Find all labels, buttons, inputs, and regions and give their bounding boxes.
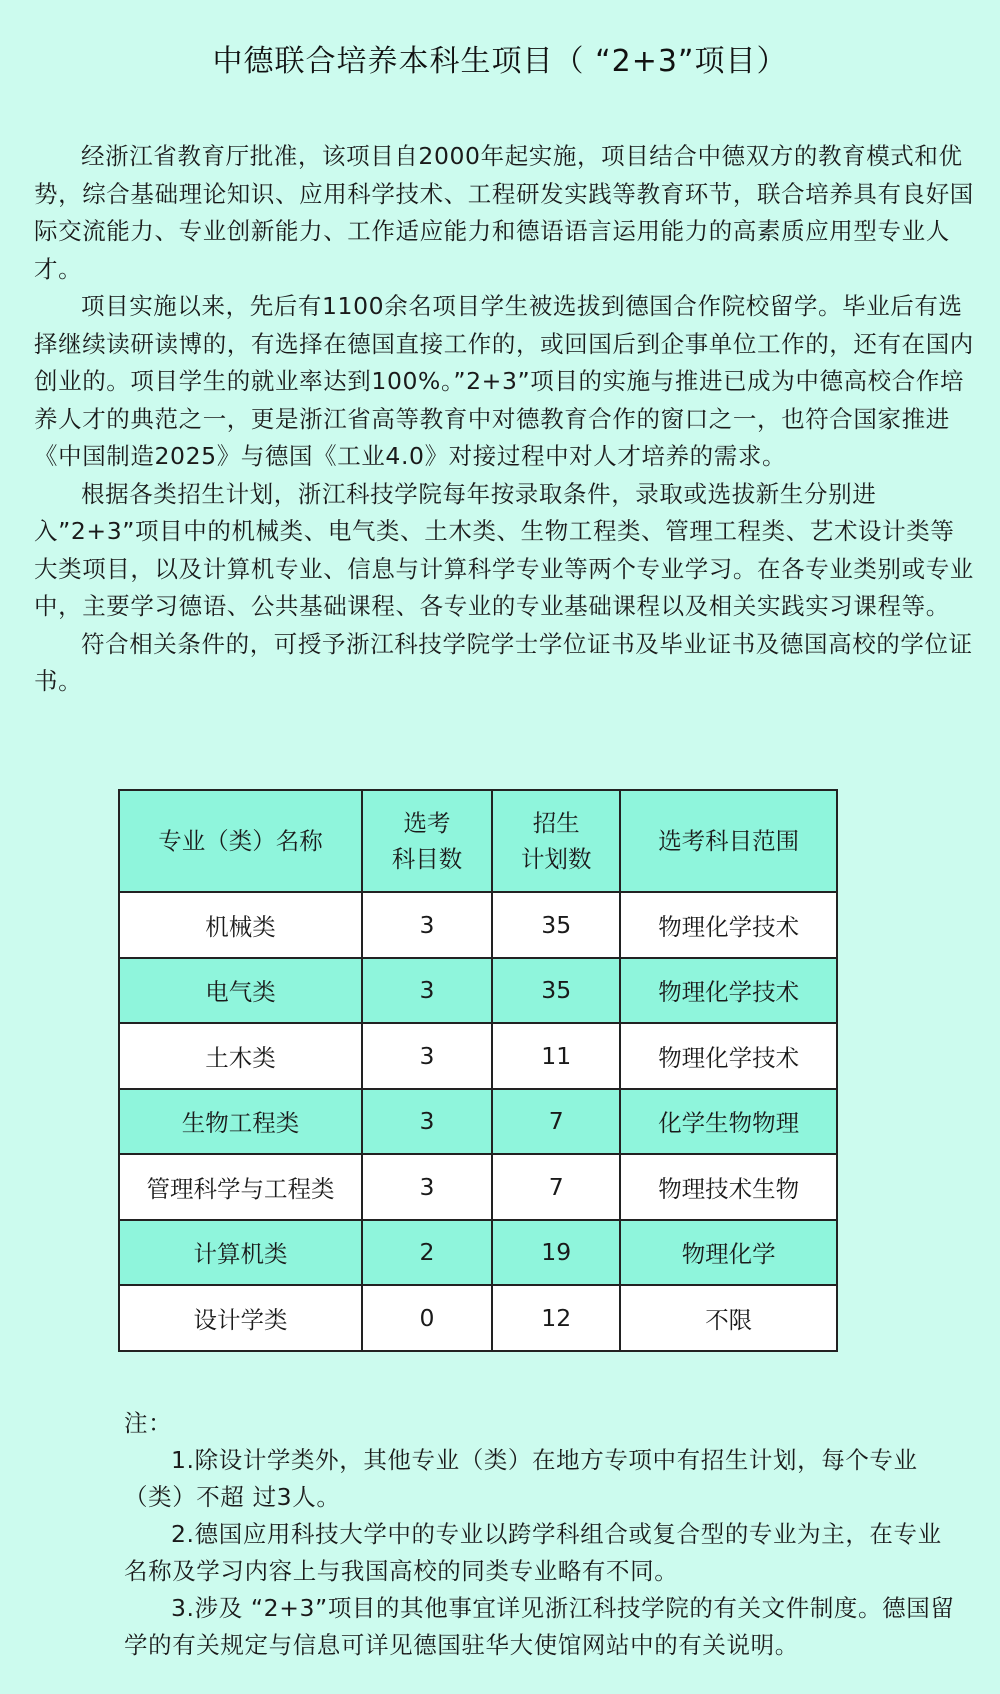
cell-subjects: 0 — [362, 1285, 492, 1351]
table-row — [119, 958, 837, 1024]
cell-plan: 35 — [492, 958, 620, 1024]
majors-table — [118, 789, 838, 1352]
cell-subjects: 2 — [362, 1220, 492, 1286]
cell-name: 电气类 — [119, 958, 362, 1024]
table-row — [119, 1220, 837, 1286]
paragraph: 根据各类招生计划，浙江科技学院每年按录取条件，录取或选拔新生分别进入”2+3”项目中的机械类、电气类、土木类、生物工程类、管理工程类、艺术设计类等大类项目，以及计算机专业、信息与计算科学专业等两个专业学习。在各专业类别或专业中，主要学习德语、公共基础课程、各专业的专业基础课程以及相关实践实习课程等。 — [34, 479, 974, 620]
paragraph: 项目实施以来，先后有1100余名项目学生被选拔到德国合作院校留学。毕业后有选择继续读研读博的，有选择在德国直接工作的，或回国后到企事单位工作的，还有在国内创业的。项目学生的就业率达到100%。”2+3”项目的实施与推进已成为中德高校合作培养人才的典范之一，更是浙江省高等教育中对德教育合作的窗口之一，也符合国家推进《中国制造2025》与德国《工业4.0》对接过程中对人才培养的需求。 — [34, 292, 974, 470]
cell-name: 机械类 — [119, 892, 362, 958]
intro-text — [34, 138, 974, 701]
cell-subjects: 3 — [362, 1089, 492, 1155]
cell-name: 设计学类 — [119, 1285, 362, 1351]
table-row — [119, 1285, 837, 1351]
page-title: 中德联合培养本科生项目（ “2+3”项目） — [212, 44, 788, 79]
cell-range: 物理化学 — [620, 1220, 837, 1286]
table-row — [119, 892, 837, 958]
cell-range: 物理化学技术 — [620, 958, 837, 1024]
cell-name: 生物工程类 — [119, 1089, 362, 1155]
notes-section — [124, 1405, 964, 1664]
cell-range: 物理技术生物 — [620, 1154, 837, 1220]
cell-plan: 7 — [492, 1154, 620, 1220]
table-row — [119, 1089, 837, 1155]
cell-name: 管理科学与工程类 — [119, 1154, 362, 1220]
header-plan — [492, 790, 620, 892]
cell-plan: 35 — [492, 892, 620, 958]
table-row — [119, 1023, 837, 1089]
cell-name: 计算机类 — [119, 1220, 362, 1286]
cell-subjects: 3 — [362, 1154, 492, 1220]
header-range: 选考科目范围 — [620, 790, 837, 892]
cell-plan: 11 — [492, 1023, 620, 1089]
note-item: 3.涉及 “2+3”项目的其他事宜详见浙江科技学院的有关文件制度。德国留学的有关规定与信息可详见德国驻华大使馆网站中的有关说明。 — [124, 1594, 955, 1659]
cell-range: 物理化学技术 — [620, 892, 837, 958]
cell-range: 化学生物物理 — [620, 1089, 837, 1155]
cell-plan: 12 — [492, 1285, 620, 1351]
cell-range: 不限 — [620, 1285, 837, 1351]
note-item: 1.除设计学类外，其他专业（类）在地方专项中有招生计划，每个专业（类）不超 过3人。 — [124, 1446, 918, 1511]
header-plan-line1: 招生 — [532, 809, 580, 837]
cell-subjects: 3 — [362, 958, 492, 1024]
header-subjects-line2: 科目数 — [391, 845, 463, 873]
header-subjects-line1: 选考 — [403, 809, 451, 837]
cell-plan: 7 — [492, 1089, 620, 1155]
paragraph: 符合相关条件的，可授予浙江科技学院学士学位证书及毕业证书及德国高校的学位证书。 — [34, 629, 973, 695]
table-header-row — [119, 790, 837, 892]
cell-range: 物理化学技术 — [620, 1023, 837, 1089]
table-row — [119, 1154, 837, 1220]
header-subjects — [362, 790, 492, 892]
header-name: 专业（类）名称 — [119, 790, 362, 892]
paragraph: 经浙江省教育厅批准，该项目自2000年起实施，项目结合中德双方的教育模式和优势，综合基础理论知识、应用科学技术、工程研发实践等教育环节，联合培养具有良好国际交流能力、专业创新能力、工作适应能力和德语语言运用能力的高素质应用型专业人才。 — [34, 142, 974, 283]
cell-name: 土木类 — [119, 1023, 362, 1089]
cell-subjects: 3 — [362, 1023, 492, 1089]
note-item: 2.德国应用科技大学中的专业以跨学科组合或复合型的专业为主，在专业名称及学习内容上与我国高校的同类专业略有不同。 — [124, 1520, 942, 1585]
header-plan-line2: 计划数 — [520, 845, 592, 873]
notes-label: 注： — [124, 1409, 173, 1437]
cell-plan: 19 — [492, 1220, 620, 1286]
cell-subjects: 3 — [362, 892, 492, 958]
